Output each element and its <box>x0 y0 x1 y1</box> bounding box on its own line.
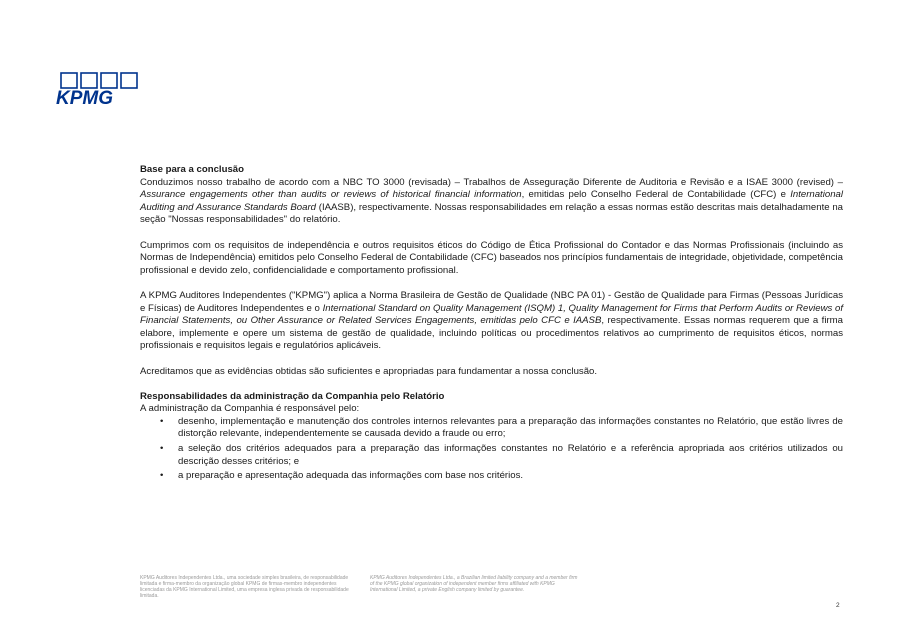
list-item: • a seleção dos critérios adequados para a preparação das informações constantes no Relatório e a referência apropriada aos critérios utilizados ou descrição desses critérios; e <box>160 443 843 467</box>
list-item: • desenho, implementação e manutenção dos controles internos relevantes para a preparação das informações constantes no Relatório, que estão livres de distorção relevante, independentemente se causada devido a fraude ou erro; <box>160 415 843 440</box>
paragraph-standards: Conduzimos nosso trabalho de acordo com a NBC TO 3000 (revisada) – Trabalhos de Asseguração Diferente de Auditoria e Revisão e a ISAE 3000 (revised) – Assurance engagements other than audits or reviews of historical financial information, emitidas pelo Conselho Federal de Contabilidade (CFC) e International Auditing and Assurance Standards Board (IAASB), respectivamente. Nossas responsabilidades em relação a essas normas estão descritas mais detalhadamente na seção "Nossas responsabilidades" do relatório. <box>140 176 843 226</box>
paragraph-quality-management: A KPMG Auditores Independentes ("KPMG") aplica a Norma Brasileira de Gestão de Qualidade (NBC PA 01) - Gestão de Qualidade para Firmas (Pessoas Jurídicas e Físicas) de Auditores Independentes e o International Standard on Quality Management (ISQM) 1, Quality Management for Firms that Perform Audits or Reviews of Financial Statements, ou Other Assurance or Related Services Engagements, emitidas pelo CFC e IAASB, respectivamente. Essas normas requerem que a firma elabore, implemente e opere um sistema de gestão de qualidade, incluindo políticas ou procedimentos relativos ao cumprimento de requisitos éticos, normas profissionais e requisitos legais e regulatórios aplicáveis. <box>140 289 843 352</box>
paragraph-evidence: Acreditamos que as evidências obtidas são suficientes e apropriadas para fundamentar a nossa conclusão. <box>140 365 598 377</box>
bullet-icon: • <box>160 415 164 427</box>
paragraph-independence: Cumprimos com os requisitos de independência e outros requisitos éticos do Código de Ética Profissional do Contador e das Normas Profissionais (incluindo as Normas de Independência) emitidos pelo Conselho Federal de Contabilidade (CFC) baseados nos princípios fundamentais de integridade, objetividade, competência profissional e devido zelo, confidencialidade e comportamento profissional. <box>140 239 843 276</box>
kpmg-logo <box>55 72 141 106</box>
section-heading-management: Responsabilidades da administração da Companhia pelo Relatório <box>140 390 445 402</box>
kpmg-logo-text: KPMG <box>56 88 113 106</box>
kpmg-logo-icon <box>55 72 141 106</box>
section-heading-basis: Base para a conclusão <box>140 164 244 175</box>
management-intro: A administração da Companhia é responsável pelo: <box>140 403 360 415</box>
list-item: • a preparação e apresentação adequada das informações com base nos critérios. <box>160 470 524 482</box>
bullet-icon: • <box>160 443 164 455</box>
document-body <box>140 164 843 485</box>
bullet-icon: • <box>160 470 164 482</box>
page-number: 2 <box>836 602 840 609</box>
responsibility-list <box>140 416 843 483</box>
footer-disclaimer-pt: KPMG Auditores Independentes Ltda., uma sociedade simples brasileira, de responsabilidade limitada e firma-membro da organização global KPMG de firmas-membro independentes licenciadas da KPMG International Limited, uma empresa inglesa privada de responsabilidade limitada. <box>140 575 349 599</box>
footer-disclaimer-en: KPMG Auditores Independentes Ltda., a Brazilian limited liability company and a member firm of the KPMG global organization of independent member firms affiliated with KPMG International Limited, a private English company limited by guarantee. <box>370 575 578 593</box>
